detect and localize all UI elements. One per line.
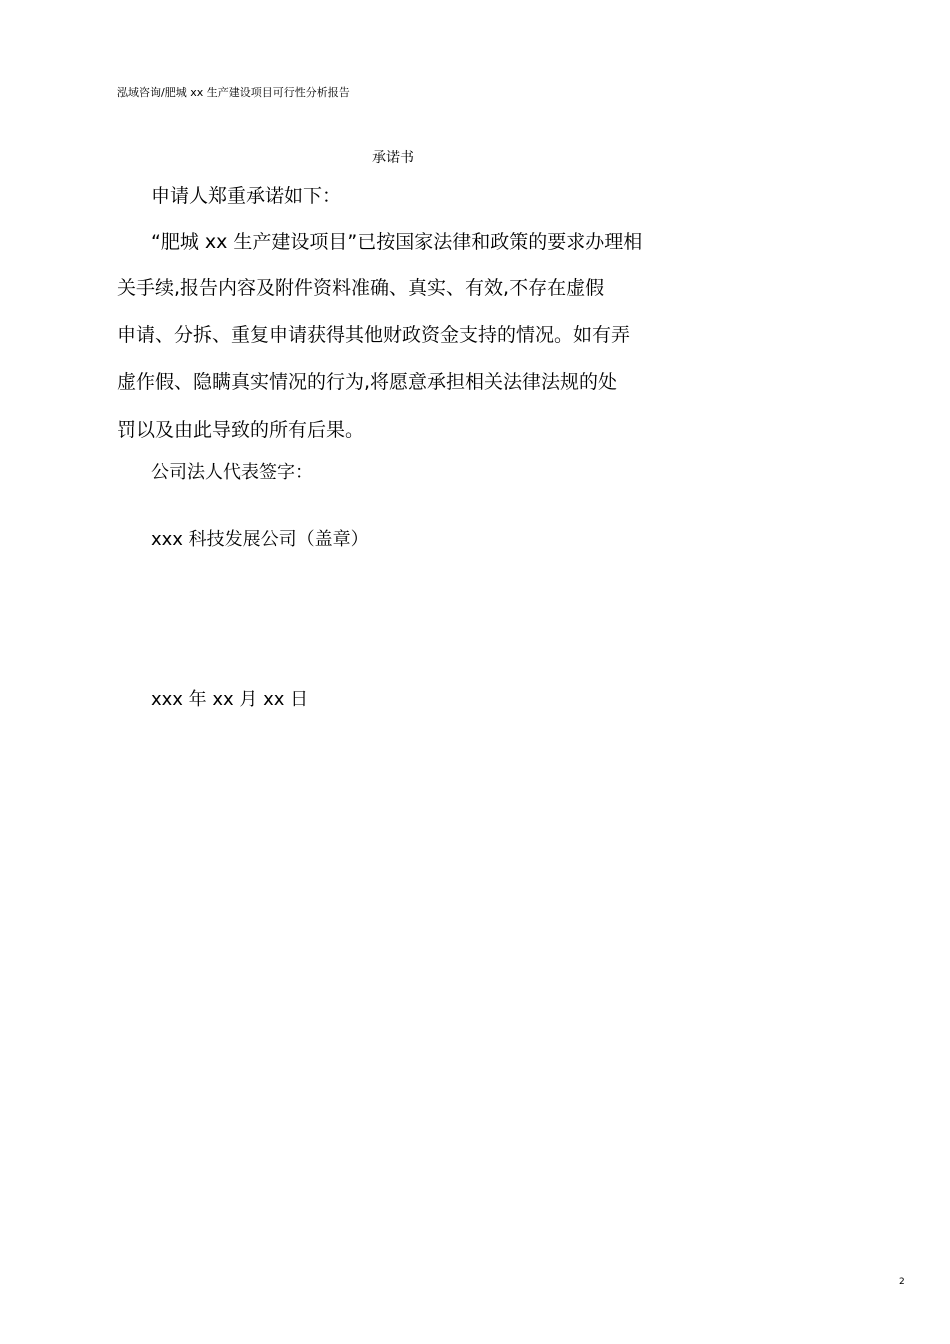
body-line-5: 罚以及由此导致的所有后果。	[117, 419, 365, 441]
body-line-1: “肥城 xx 生产建设项目”已按国家法律和政策的要求办理相	[151, 231, 643, 253]
page-number: 2	[899, 1277, 905, 1287]
opening-statement: 申请人郑重承诺如下：	[151, 185, 342, 207]
running-header: 泓域咨询/肥城 xx 生产建设项目可行性分析报告	[117, 86, 350, 99]
company-seal-line: xxx 科技发展公司（盖章）	[151, 529, 369, 550]
body-line-4: 虚作假、隐瞒真实情况的行为,将愿意承担相关法律法规的处	[117, 371, 618, 393]
signature-label: 公司法人代表签字：	[151, 462, 313, 483]
document-title: 承诺书	[372, 150, 414, 166]
body-line-3: 申请、分拆、重复申请获得其他财政资金支持的情况。如有弄	[117, 324, 631, 346]
date-line: xxx 年 xx 月 xx 日	[151, 689, 309, 710]
body-line-2: 关手续,报告内容及附件资料准确、真实、有效,不存在虚假	[117, 277, 605, 299]
